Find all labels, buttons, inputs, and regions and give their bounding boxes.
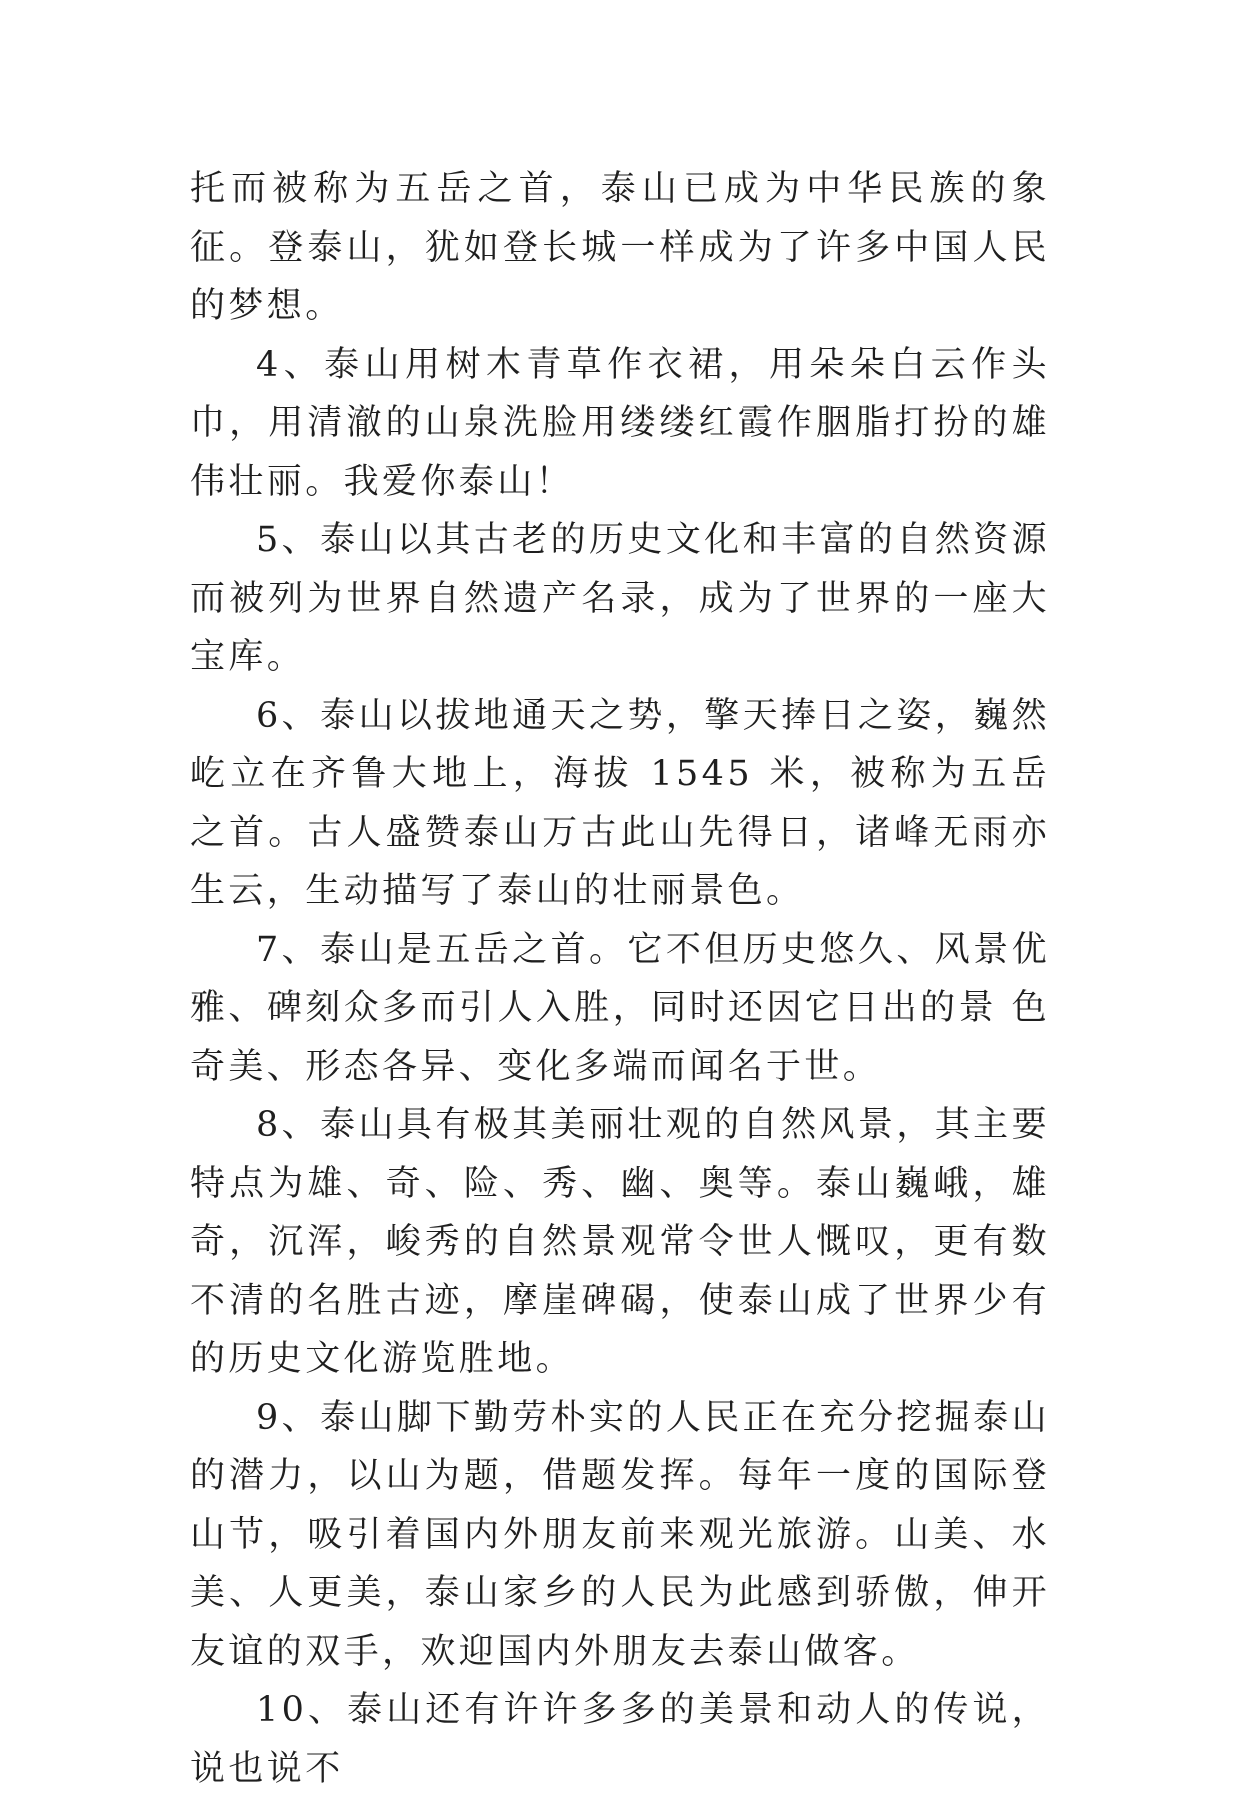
paragraph-6: 8、泰山具有极其美丽壮观的自然风景，其主要特点为雄、奇、险、秀、幽、奥等。泰山巍峨，雄奇，沉浑，峻秀的自然景观常令世人慨叹，更有数不清的名胜古迹，摩崖碑碣，使泰山成了世界少有的历史文化游览胜地。: [190, 1105, 1050, 1379]
paragraph-3: 5、泰山以其古老的历史文化和丰富的自然资源而被列为世界自然遗产名录，成为了世界的一座大宝库。: [190, 520, 1050, 677]
paragraph-7: 9、泰山脚下勤劳朴实的人民正在充分挖掘泰山的潜力，以山为题，借题发挥。每年一度的国际登山节，吸引着国内外朋友前来观光旅游。山美、水美、人更美，泰山家乡的人民为此感到骄傲，伸开友谊的双手，欢迎国内外朋友去泰山做客。: [190, 1397, 1050, 1672]
paragraph-2: 4、泰山用树木青草作衣裙，用朵朵白云作头巾，用清澈的山泉洗脸用缕缕红霞作胭脂打扮的雄伟壮丽。我爱你泰山！: [190, 344, 1050, 502]
paragraph-1: 托而被称为五岳之首，泰山已成为中华民族的象征。登泰山，犹如登长城一样成为了许多中国人民的梦想。: [190, 169, 1050, 326]
paragraph-5: 7、泰山是五岳之首。它不但历史悠久、风景优雅、碑刻众多而引人入胜，同时还因它日出的景 色奇美、形态各异、变化多端而闻名于世。: [190, 929, 1050, 1087]
document-body: [190, 160, 1050, 1798]
paragraph-4: 6、泰山以拔地通天之势，擎天捧日之姿，巍然屹立在齐鲁大地上，海拔 1545 米，被称为五岳之首。古人盛赞泰山万古此山先得日，诸峰无雨亦生云，生动描写了泰山的壮丽景色。: [190, 695, 1050, 911]
paragraph-8: 10、泰山还有许许多多的美景和动人的传说，说也说不: [190, 1690, 1050, 1789]
